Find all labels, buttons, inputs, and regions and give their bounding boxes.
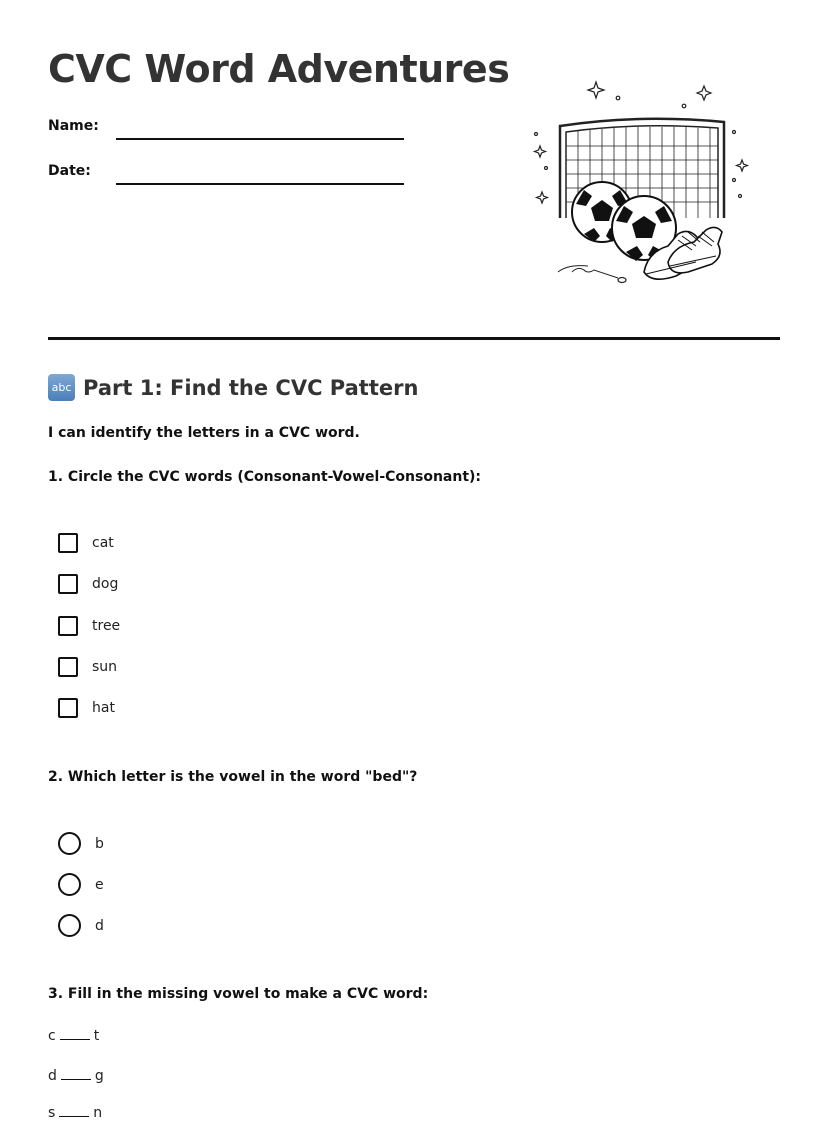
q1-checkbox[interactable] bbox=[58, 574, 78, 594]
q3-fill-row[interactable] bbox=[48, 1067, 104, 1084]
q1-checkbox[interactable] bbox=[58, 533, 78, 553]
q1-option-label: tree bbox=[92, 618, 121, 634]
q1-option[interactable] bbox=[58, 574, 118, 594]
q2-option[interactable] bbox=[58, 873, 104, 896]
q1-option[interactable] bbox=[58, 616, 120, 636]
q1-option-label: sun bbox=[92, 659, 118, 675]
question-1-prompt: 1. Circle the CVC words (Consonant-Vowel-Consonant): bbox=[48, 469, 482, 485]
q3-end-letter: t bbox=[93, 1028, 100, 1044]
q3-fill-row[interactable] bbox=[48, 1027, 99, 1044]
q2-radio[interactable] bbox=[58, 832, 81, 855]
part1-heading-text: Part 1: Find the CVC Pattern bbox=[83, 375, 419, 400]
abc-icon: abc bbox=[48, 374, 75, 401]
learning-objective: I can identify the letters in a CVC word. bbox=[48, 425, 360, 441]
q2-option[interactable] bbox=[58, 914, 104, 937]
section-divider bbox=[48, 337, 780, 340]
name-line[interactable] bbox=[116, 138, 404, 140]
q3-start-letter: s bbox=[48, 1105, 56, 1121]
date-line[interactable] bbox=[116, 183, 404, 185]
q3-start-letter: c bbox=[48, 1028, 56, 1044]
q3-start-letter: d bbox=[48, 1068, 57, 1084]
q1-checkbox[interactable] bbox=[58, 698, 78, 718]
q3-fill-row[interactable] bbox=[48, 1104, 102, 1121]
q3-end-letter: g bbox=[94, 1068, 104, 1084]
q1-option[interactable] bbox=[58, 533, 114, 553]
name-label: Name: bbox=[48, 118, 99, 134]
q1-option-label: hat bbox=[92, 700, 115, 716]
q3-blank[interactable] bbox=[60, 1027, 90, 1040]
q1-option-label: dog bbox=[92, 576, 119, 592]
q3-end-letter: n bbox=[93, 1105, 103, 1121]
q2-radio[interactable] bbox=[58, 873, 81, 896]
q3-blank[interactable] bbox=[59, 1104, 89, 1117]
q1-checkbox[interactable] bbox=[58, 616, 78, 636]
q1-option-label: cat bbox=[92, 535, 114, 551]
q2-option-label: b bbox=[95, 835, 104, 852]
soccer-illustration bbox=[528, 76, 754, 290]
q1-option[interactable] bbox=[58, 657, 117, 677]
question-2-prompt: 2. Which letter is the vowel in the word "bed"? bbox=[48, 769, 418, 785]
date-label: Date: bbox=[48, 163, 91, 179]
q2-option-label: e bbox=[95, 876, 104, 893]
q1-option[interactable] bbox=[58, 698, 115, 718]
part1-heading bbox=[48, 374, 418, 401]
worksheet-title: CVC Word Adventures bbox=[48, 47, 510, 91]
q2-option[interactable] bbox=[58, 832, 104, 855]
q2-radio[interactable] bbox=[58, 914, 81, 937]
q1-checkbox[interactable] bbox=[58, 657, 78, 677]
question-3-prompt: 3. Fill in the missing vowel to make a CVC word: bbox=[48, 986, 429, 1002]
q2-option-label: d bbox=[95, 917, 104, 934]
q3-blank[interactable] bbox=[61, 1067, 91, 1080]
